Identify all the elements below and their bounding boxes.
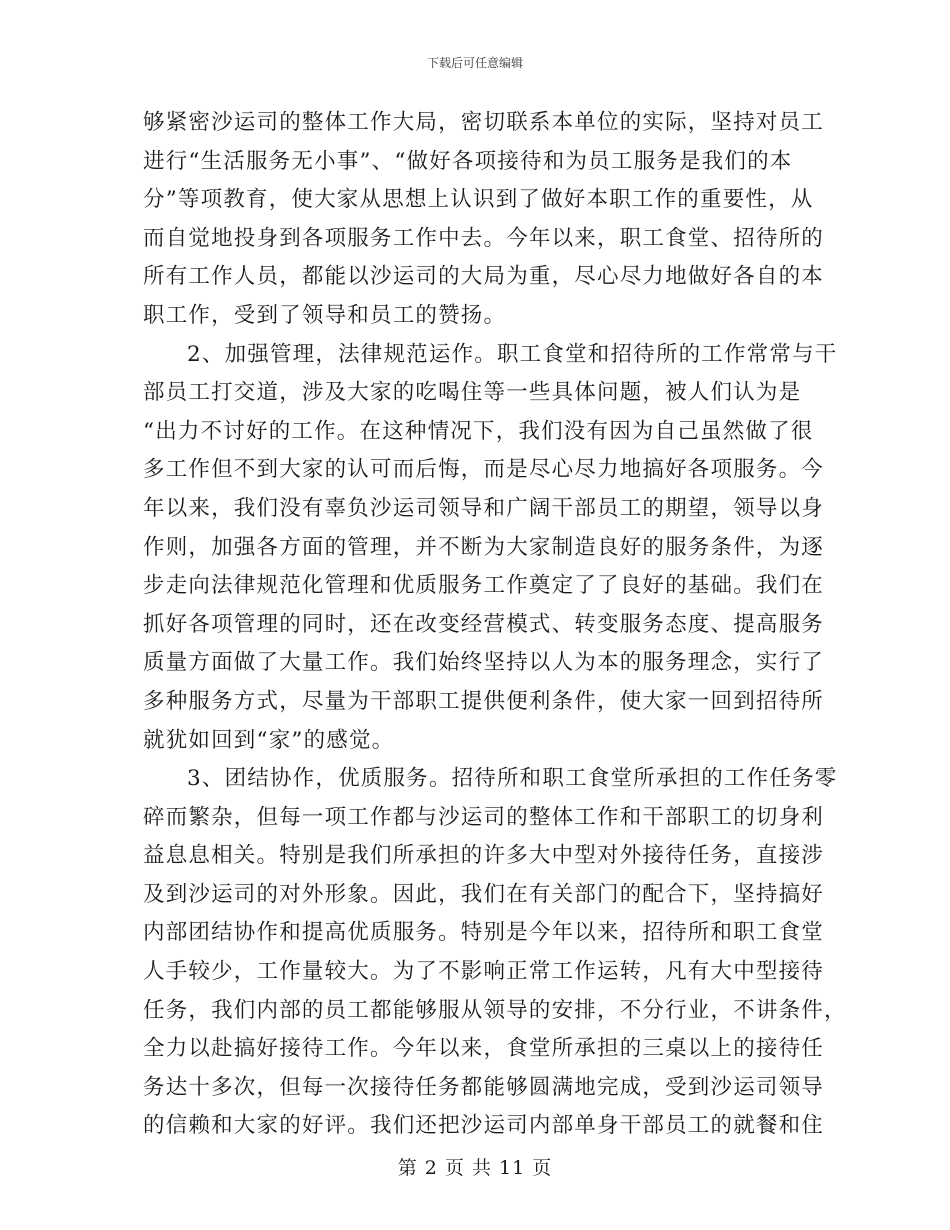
text-line: 益息息相关。特别是我们所承担的许多大中型对外接待任务，直接涉 — [143, 843, 825, 869]
text-line: 人手较少，工作量较大。为了不影响正常工作运转，凡有大中型接待 — [143, 959, 825, 985]
text-line: 任务，我们内部的员工都能够服从领导的安排，不分行业，不讲条件， — [143, 997, 847, 1023]
text-line: 抓好各项管理的同时，还在改变经营模式、转变服务态度、提高服务 — [143, 611, 825, 637]
text-line: 内部团结协作和提高优质服务。特别是今年以来，招待所和职工食堂 — [143, 920, 825, 946]
text-line: 及到沙运司的对外形象。因此，我们在有关部门的配合下，坚持搞好 — [143, 881, 825, 907]
text-line: 年以来，我们没有辜负沙运司领导和广阔干部员工的期望，领导以身 — [143, 495, 825, 521]
text-line: 全力以赴搞好接待工作。今年以来，食堂所承担的三桌以上的接待任 — [143, 1036, 825, 1062]
body-text — [143, 104, 847, 1146]
text-line: 所有工作人员，都能以沙运司的大局为重，尽心尽力地做好各自的本 — [143, 264, 825, 290]
text-line: 作则，加强各方面的管理，并不断为大家制造良好的服务条件，为逐 — [143, 534, 825, 560]
text-line: 多工作但不到大家的认可而后悔，而是尽心尽力地搞好各项服务。今 — [143, 457, 825, 483]
text-line: 职工作，受到了领导和员工的赞扬。 — [143, 302, 507, 328]
text-line: 够紧密沙运司的整体工作大局，密切联系本单位的实际，坚持对员工 — [143, 110, 825, 135]
paragraph-start-line: 3、团结协作，优质服务。招待所和职工食堂所承担的工作任务零 — [187, 766, 838, 792]
text-line: “出力不讨好的工作。在这种情况下，我们没有因为自己虽然做了很 — [143, 418, 814, 444]
header-note: 下载后可任意编辑 — [426, 56, 523, 70]
text-line: 的信赖和大家的好评。我们还把沙运司内部单身干部员工的就餐和住 — [143, 1113, 825, 1139]
text-line: 进行“生活服务无小事”、“做好各项接待和为员工服务是我们的本 — [143, 148, 793, 174]
text-line: 而自觉地投身到各项服务工作中去。今年以来，职工食堂、招待所的 — [143, 225, 825, 251]
paragraph-start-line: 2、加强管理，法律规范运作。职工食堂和招待所的工作常常与干 — [187, 341, 838, 367]
text-line: 就犹如回到“家”的感觉。 — [143, 727, 395, 753]
text-line: 务达十多次，但每一次接待任务都能够圆满地完成，受到沙运司领导 — [143, 1074, 825, 1100]
text-line: 步走向法律规范化管理和优质服务工作奠定了了良好的基础。我们在 — [143, 573, 825, 599]
text-line: 质量方面做了大量工作。我们始终坚持以人为本的服务理念，实行了 — [143, 650, 825, 676]
text-line: 多种服务方式，尽量为干部职工提供便利条件，使大家一回到招待所 — [143, 688, 825, 714]
text-line: 分”等项教育，使大家从思想上认识到了做好本职工作的重要性，从 — [143, 187, 814, 213]
page-number: 第 2 页 共 11 页 — [397, 1157, 553, 1179]
text-line: 部员工打交道，涉及大家的吃喝住等一些具体问题，被人们认为是 — [143, 380, 802, 406]
text-line: 碎而繁杂，但每一项工作都与沙运司的整体工作和干部职工的切身利 — [143, 804, 825, 830]
